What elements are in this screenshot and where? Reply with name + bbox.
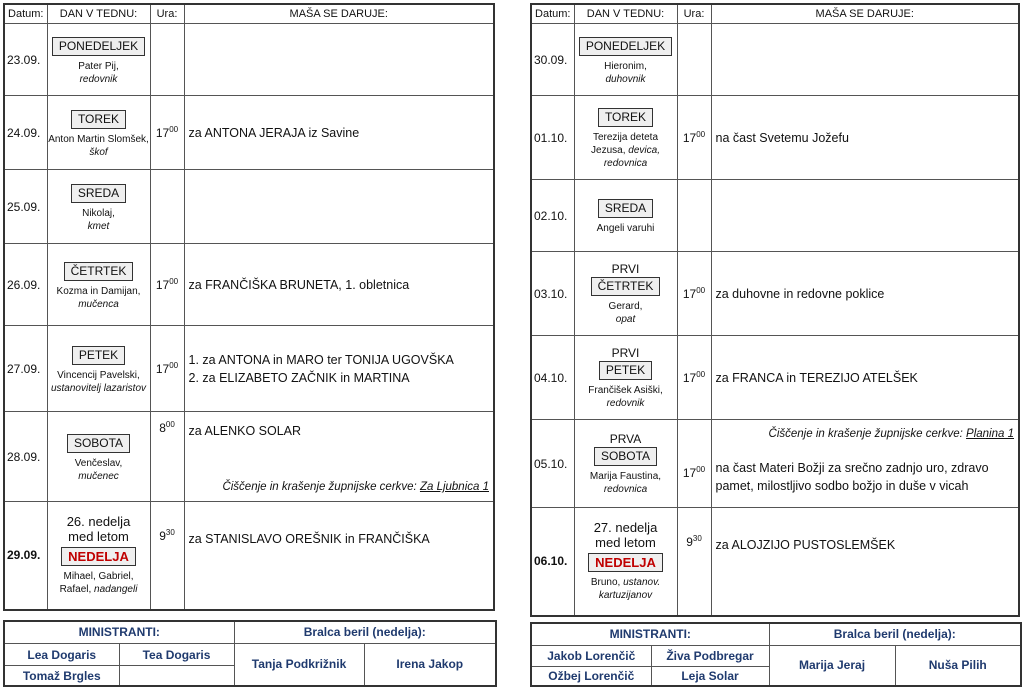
mass-intention: za FRANCA in TEREZIJO ATELŠEK bbox=[711, 336, 1019, 420]
table-row bbox=[4, 244, 494, 326]
row-day-cell bbox=[47, 24, 150, 96]
mass-intention: za ALOJZIJO PUSTOSLEMŠEK bbox=[711, 508, 1019, 616]
saint-role: škof bbox=[89, 146, 108, 158]
mass-intention: Čiščenje in krašenje župnijske cerkve: Planina 1 na čast Materi Božji za srečno zadnjo uro, zdravo pamet, milostljivo sodbo božjo in duše v vicah bbox=[711, 420, 1019, 508]
table-row bbox=[531, 508, 1019, 616]
saint-role: duhovnik bbox=[605, 73, 646, 85]
table-row bbox=[4, 170, 494, 244]
row-date: 29.09. bbox=[4, 502, 47, 610]
row-date: 28.09. bbox=[4, 412, 47, 502]
mass-time: $9^{30}$ bbox=[150, 502, 184, 610]
saint-name: Hieronim, bbox=[604, 60, 647, 72]
ministrant-name: Tea Dogaris bbox=[119, 643, 234, 665]
mass-time: $9^{30}$ bbox=[677, 508, 711, 616]
table-row bbox=[4, 412, 494, 502]
right-schedule-table bbox=[530, 3, 1020, 617]
row-day-cell bbox=[574, 96, 677, 180]
row-day-cell bbox=[47, 170, 150, 244]
ministrant-name: Lea Dogaris bbox=[4, 643, 119, 665]
table-row bbox=[531, 336, 1019, 420]
readers-title: Bralca beril (nedelja): bbox=[234, 621, 496, 643]
weekday-label: PETEK bbox=[599, 361, 652, 380]
table-row bbox=[4, 24, 494, 96]
mass-time: $17^{00}$ bbox=[677, 420, 711, 508]
row-day-cell bbox=[47, 244, 150, 326]
saint-role: mučenec bbox=[78, 470, 119, 482]
saint-name: Vincencij Pavelski, bbox=[57, 369, 140, 381]
table-row bbox=[531, 96, 1019, 180]
mass-time: $8^{00}$ bbox=[150, 412, 184, 502]
ministrant-name: Leja Solar bbox=[651, 666, 769, 686]
readers-title: Bralca beril (nedelja): bbox=[769, 623, 1021, 645]
saint-name: Terezija deteta Jezusa, bbox=[591, 132, 659, 156]
row-date: 04.10. bbox=[531, 336, 574, 420]
mass-time: $17^{00}$ bbox=[677, 336, 711, 420]
mass-intention: za ANTONA JERAJA iz Savine bbox=[184, 96, 494, 170]
right-footer-table bbox=[530, 622, 1022, 687]
row-day-cell bbox=[47, 326, 150, 412]
ministranti-title: MINISTRANTI: bbox=[4, 621, 234, 643]
weekday-label: PONEDELJEK bbox=[52, 37, 145, 56]
weekday-label: SREDA bbox=[71, 184, 126, 203]
table-row bbox=[4, 96, 494, 170]
saint-role: ustanov. kartuzijanov bbox=[598, 577, 661, 602]
saint-role: devica, redovnica bbox=[603, 145, 660, 169]
mass-time: $17^{00}$ bbox=[150, 326, 184, 412]
sunday-title: 27. nedelja bbox=[593, 520, 658, 536]
row-day-cell bbox=[574, 420, 677, 508]
table-row bbox=[4, 502, 494, 610]
weekday-label: TOREK bbox=[71, 110, 126, 129]
reader-name: Nuša Pilih bbox=[895, 645, 1021, 686]
header-mass: MAŠA SE DARUJE: bbox=[711, 4, 1019, 24]
row-date: 27.09. bbox=[4, 326, 47, 412]
weekday-label: PETEK bbox=[72, 346, 125, 365]
saint-role: redovnik bbox=[79, 73, 118, 85]
sunday-subtitle: med letom bbox=[68, 529, 129, 545]
reader-name: Irena Jakop bbox=[364, 643, 496, 686]
mass-intention: za STANISLAVO OREŠNIK in FRANČIŠKA bbox=[184, 502, 494, 610]
saint-name: Mihael, Gabriel, Rafael, bbox=[59, 571, 134, 596]
mass-time bbox=[677, 24, 711, 96]
weekday-label: SREDA bbox=[598, 199, 653, 218]
cleaning-place: Za Ljubnica 1 bbox=[419, 481, 489, 493]
header-time: Ura: bbox=[677, 4, 711, 24]
row-date: 24.09. bbox=[4, 96, 47, 170]
row-day-cell bbox=[574, 180, 677, 252]
mass-time: $17^{00}$ bbox=[677, 96, 711, 180]
table-row bbox=[531, 252, 1019, 336]
cleaning-note: Čiščenje in krašenje župnijske cerkve: Planina 1 bbox=[768, 428, 1014, 440]
weekday-label: ČETRTEK bbox=[64, 262, 134, 281]
mass-time: $17^{00}$ bbox=[150, 96, 184, 170]
weekday-label: PONEDELJEK bbox=[579, 37, 672, 56]
mass-intention: za FRANČIŠKA BRUNETA, 1. obletnica bbox=[184, 244, 494, 326]
row-date: 25.09. bbox=[4, 170, 47, 244]
saint-name: Bruno, bbox=[590, 577, 621, 589]
header-row bbox=[531, 4, 1019, 24]
header-date: Datum: bbox=[531, 4, 574, 24]
row-day-cell bbox=[47, 96, 150, 170]
left-schedule-table bbox=[3, 3, 495, 611]
weekday-label: SOBOTA bbox=[67, 434, 130, 453]
saint-name: Venčeslav, bbox=[74, 457, 123, 469]
mass-intention: 1. za ANTONA in MARO ter TONIJA UGOVŠKA 2. za ELIZABETO ZAČNIK in MARTINA bbox=[184, 326, 494, 412]
saint-name: Gerard, bbox=[608, 300, 643, 312]
mass-time: $17^{00}$ bbox=[150, 244, 184, 326]
mass-intention: za ALENKO SOLAR Čiščenje in krašenje župnijske cerkve: Za Ljubnica 1 bbox=[184, 412, 494, 502]
header-row bbox=[4, 4, 494, 24]
mass-intention bbox=[184, 170, 494, 244]
row-day-cell bbox=[574, 336, 677, 420]
ministrant-name: Tomaž Brgles bbox=[4, 666, 119, 686]
mass-time: $17^{00}$ bbox=[677, 252, 711, 336]
saint-name: Marija Faustina, bbox=[589, 470, 662, 482]
row-date: 30.09. bbox=[531, 24, 574, 96]
sunday-title: 26. nedelja bbox=[66, 514, 131, 530]
header-day: DAN V TEDNU: bbox=[574, 4, 677, 24]
header-time: Ura: bbox=[150, 4, 184, 24]
first-day-label: PRVI bbox=[611, 345, 640, 360]
mass-intention bbox=[184, 24, 494, 96]
cleaning-place: Planina 1 bbox=[966, 428, 1014, 440]
table-row bbox=[4, 326, 494, 412]
row-date: 03.10. bbox=[531, 252, 574, 336]
row-date: 05.10. bbox=[531, 420, 574, 508]
row-day-cell bbox=[47, 502, 150, 610]
weekday-label: TOREK bbox=[598, 108, 653, 127]
row-day-cell bbox=[574, 24, 677, 96]
first-day-label: PRVI bbox=[611, 261, 640, 276]
saint-role: mučenca bbox=[78, 298, 119, 310]
row-day-cell bbox=[574, 252, 677, 336]
mass-time bbox=[150, 24, 184, 96]
weekday-label: ČETRTEK bbox=[591, 277, 661, 296]
header-date: Datum: bbox=[4, 4, 47, 24]
saint-role: nadangeli bbox=[94, 584, 138, 596]
row-date: 02.10. bbox=[531, 180, 574, 252]
table-row bbox=[531, 24, 1019, 96]
row-day-cell bbox=[47, 412, 150, 502]
row-date: 23.09. bbox=[4, 24, 47, 96]
row-date: 26.09. bbox=[4, 244, 47, 326]
reader-name: Tanja Podkrižnik bbox=[234, 643, 364, 686]
row-date: 06.10. bbox=[531, 508, 574, 616]
saint-role: opat bbox=[615, 313, 636, 325]
saint-name: Angeli varuhi bbox=[596, 223, 655, 234]
mass-intention: na čast Svetemu Jožefu bbox=[711, 96, 1019, 180]
ministrant-name: Jakob Lorenčič bbox=[531, 645, 651, 666]
table-row bbox=[531, 180, 1019, 252]
ministrant-name bbox=[119, 666, 234, 686]
saint-name: Kozma in Damijan, bbox=[56, 285, 141, 297]
saint-role: redovnica bbox=[603, 483, 648, 495]
table-row bbox=[531, 420, 1019, 508]
right-week-panel bbox=[530, 3, 1020, 617]
weekday-label: NEDELJA bbox=[588, 553, 663, 572]
saint-name: Frančišek Asiški, bbox=[588, 384, 663, 396]
cleaning-note: Čiščenje in krašenje župnijske cerkve: Za Ljubnica 1 bbox=[222, 481, 489, 493]
saint-name: Pater Pij, bbox=[78, 60, 119, 72]
ministranti-title: MINISTRANTI: bbox=[531, 623, 769, 645]
mass-intention bbox=[711, 24, 1019, 96]
saint-role: kmet bbox=[87, 220, 110, 232]
ministrant-name: Ožbej Lorenčič bbox=[531, 666, 651, 686]
saint-role: redovnik bbox=[606, 397, 645, 409]
mass-time bbox=[677, 180, 711, 252]
weekday-label: NEDELJA bbox=[61, 547, 136, 566]
saint-name: Nikolaj, bbox=[82, 207, 115, 219]
mass-intention: za duhovne in redovne poklice bbox=[711, 252, 1019, 336]
sunday-subtitle: med letom bbox=[595, 535, 656, 551]
first-day-label: PRVA bbox=[609, 431, 642, 446]
left-footer-table bbox=[3, 620, 497, 687]
weekday-label: SOBOTA bbox=[594, 447, 657, 466]
saint-role: ustanovitelj lazaristov bbox=[50, 382, 147, 394]
row-day-cell bbox=[574, 508, 677, 616]
row-date: 01.10. bbox=[531, 96, 574, 180]
mass-intention bbox=[711, 180, 1019, 252]
header-mass: MAŠA SE DARUJE: bbox=[184, 4, 494, 24]
saint-name: Anton Martin Slomšek, bbox=[48, 133, 149, 145]
reader-name: Marija Jeraj bbox=[769, 645, 895, 686]
mass-time bbox=[150, 170, 184, 244]
header-day: DAN V TEDNU: bbox=[47, 4, 150, 24]
ministrant-name: Živa Podbregar bbox=[651, 645, 769, 666]
left-week-panel bbox=[3, 3, 495, 611]
